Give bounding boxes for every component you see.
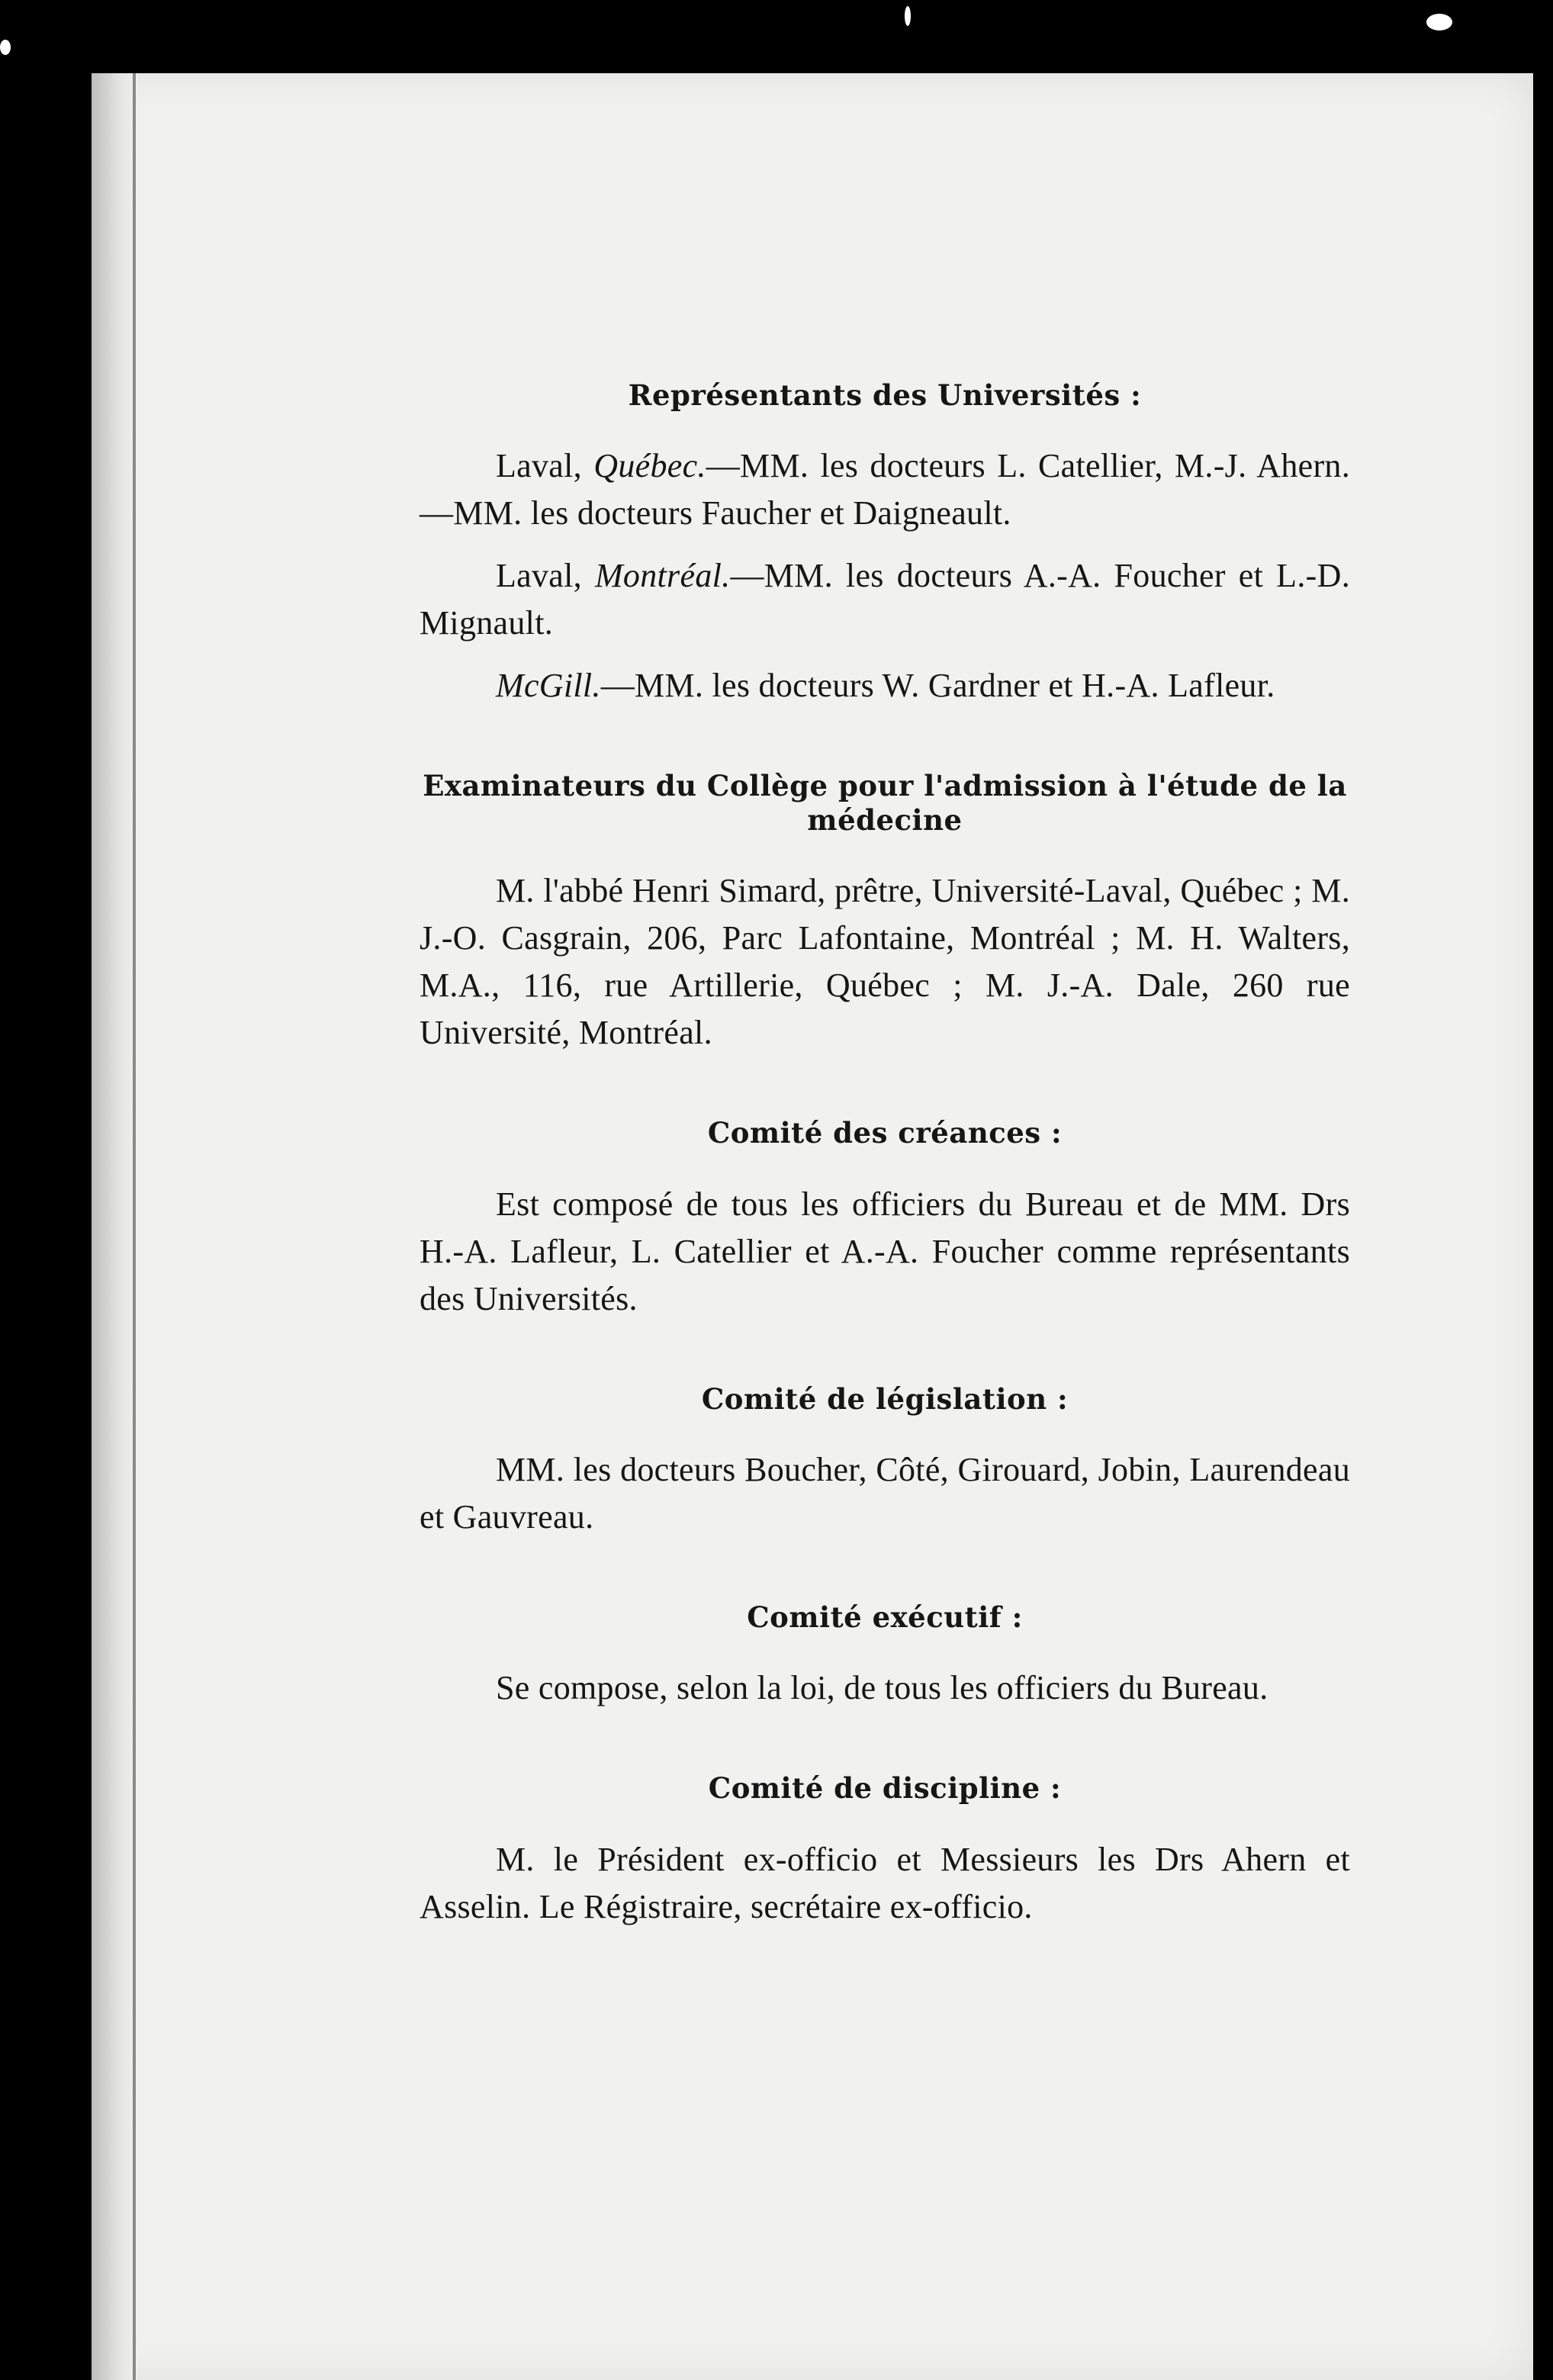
section-heading: Représentants des Universités :: [628, 378, 1142, 412]
paragraph-text: —MM. les docteurs A.-A. Foucher et L.-D. Mignault.: [420, 557, 1350, 642]
paragraph: [420, 662, 1350, 709]
paragraph: MM. les docteurs Boucher, Côté, Girouard, Jobin, Laurendeau et Gauvreau.: [420, 1450, 1350, 1536]
section-heading: Comité exécutif :: [747, 1600, 1023, 1634]
place-name: Montréal.: [594, 557, 731, 595]
paragraph-text: —MM. les docteurs L. Catellier, M.-J. Ahern.—MM. les docteurs Faucher et Daigneault.: [420, 447, 1350, 532]
section-heading: Comité des créances :: [707, 1116, 1063, 1150]
document-body: [420, 378, 1350, 1990]
place-name: Québec.: [593, 447, 706, 485]
section-heading: Comité de législation :: [701, 1381, 1069, 1416]
binding-edge: [133, 73, 136, 2380]
section-heading: Comité de discipline :: [708, 1771, 1062, 1806]
paragraph-text: —MM. les docteurs W. Gardner et H.-A. Lafleur.: [600, 667, 1275, 705]
paragraph: M. le Président ex-officio et Messieurs les Drs Ahern et Asselin. Le Régistraire, secrétaire ex-officio.: [420, 1840, 1350, 1925]
section-heading: Examinateurs du Collège pour l'admission à l'étude de la médecine: [423, 769, 1347, 837]
section-executive-committee: [420, 1600, 1350, 1712]
section-admission-examiners: [420, 769, 1350, 1057]
paragraph: Est composé de tous les officiers du Bureau et de MM. Drs H.-A. Lafleur, L. Catellier et A.-A. Foucher comme représentants des Universités.: [420, 1185, 1350, 1317]
paragraph-prefix: Laval,: [496, 557, 595, 595]
section-credentials-committee: [420, 1116, 1350, 1322]
paragraph: M. l'abbé Henri Simard, prêtre, Université-Laval, Québec ; M. J.-O. Casgrain, 206, Parc Lafontaine, Montréal ; M. H. Walters, M.A., 116, rue Artillerie, Québec ; M. J.-A. Dale, 260 rue Université, Montréal.: [420, 872, 1350, 1052]
paragraph: [420, 442, 1350, 537]
paragraph: [420, 552, 1350, 647]
section-discipline-committee: [420, 1771, 1350, 1930]
scan-speck: [905, 6, 911, 26]
scan-speck: [1426, 14, 1452, 31]
place-name: McGill.: [496, 667, 601, 705]
section-university-representatives: [420, 378, 1350, 709]
paragraph-prefix: Laval,: [496, 447, 594, 485]
paragraph: Se compose, selon la loi, de tous les officiers du Bureau.: [496, 1669, 1268, 1707]
page-gutter: [92, 73, 137, 2380]
scan-speck: [0, 40, 11, 55]
document-page: [92, 73, 1533, 2380]
section-legislation-committee: [420, 1382, 1350, 1541]
